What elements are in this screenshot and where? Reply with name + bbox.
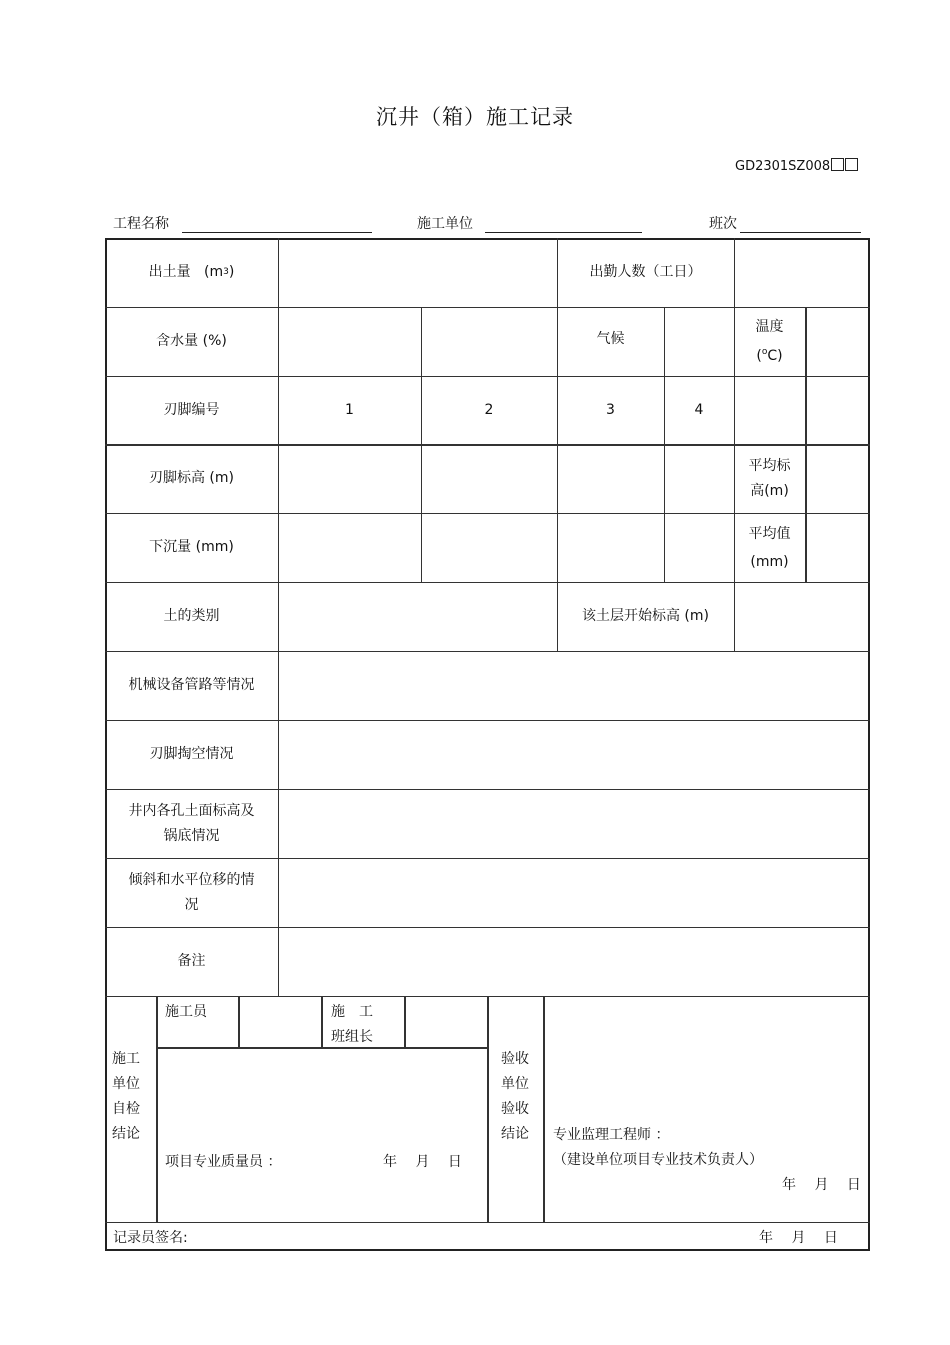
blade-number-4: 4 (694, 401, 704, 418)
row-divider (157, 1047, 488, 1049)
temperature-label: 温度 ($^o$C) (755, 318, 784, 364)
remarks-label: 备注 (177, 953, 206, 969)
blade-excavation-label: 刃脚掏空情况 (149, 746, 234, 762)
col-divider (321, 996, 323, 1047)
recorder-date: 年 月 日 (759, 1230, 838, 1246)
col-divider (278, 238, 279, 996)
soil-layer-elevation-label: 该土层开始标高 (m) (581, 608, 709, 624)
col-divider (421, 307, 422, 582)
construction-unit-field[interactable] (485, 232, 642, 233)
foreman-label: 施 工 班组长 (331, 1004, 373, 1045)
recorder-label: 记录员签名: (113, 1230, 188, 1246)
col-divider (238, 996, 240, 1047)
project-name-label: 工程名称 (113, 216, 169, 232)
climate-label: 气候 (596, 330, 625, 347)
soil-type-label: 土的类别 (163, 608, 220, 624)
col-divider (543, 996, 545, 1222)
blade-number-2: 2 (484, 401, 494, 418)
project-name-field[interactable] (182, 232, 372, 233)
blade-number-label: 刃脚编号 (163, 401, 220, 418)
blade-number-3: 3 (606, 401, 615, 418)
quality-officer-label: 项目专业质量员 ： (165, 1154, 282, 1170)
acceptance-date: 年 月 日 (782, 1177, 861, 1193)
page-title: 沉井（箱）施工记录 (376, 105, 574, 129)
construction-unit-label: 施工单位 (417, 216, 473, 232)
worker-label: 施工员 (165, 1004, 207, 1020)
form-code: GD2301SZ008 (735, 158, 858, 174)
row-divider (105, 1222, 870, 1223)
attendance-label: 出勤人数（工日） (589, 264, 702, 280)
blade-number-1: 1 (345, 401, 354, 418)
avg-elevation-label: 平均标 高(m) (748, 457, 791, 499)
self-check-date: 年 月 日 (383, 1154, 462, 1170)
excavation-label: 出土量 (m 3 ) (148, 264, 235, 280)
settlement-label: 下沉量 (mm) (149, 539, 234, 555)
shift-label: 班次 (709, 216, 737, 232)
code-box-icon (831, 158, 844, 171)
blade-elevation-label: 刃脚标高 (m) (148, 470, 234, 486)
shift-field[interactable] (740, 232, 861, 233)
col-divider (664, 307, 665, 582)
tilt-label: 倾斜和水平位移的情 况 (128, 871, 255, 913)
shaft-holes-label: 井内各孔土面标高及 锅底情况 (128, 802, 255, 844)
code-box-icon (845, 158, 858, 171)
water-content-label: 含水量 (%) (156, 333, 227, 349)
owner-tech-label: （建设单位项目专业技术负责人） (553, 1152, 763, 1168)
machinery-label: 机械设备管路等情况 (128, 677, 255, 693)
col-divider (805, 307, 807, 582)
supervisor-label: 专业监理工程师 ： (553, 1127, 670, 1143)
acceptance-label: 验收 单位 验收 结论 (501, 1051, 529, 1142)
col-divider (404, 996, 406, 1047)
self-check-label: 施工 单位 自检 结论 (112, 1051, 140, 1142)
col-divider (156, 996, 158, 1222)
avg-value-label: 平均值 (mm) (748, 525, 791, 570)
